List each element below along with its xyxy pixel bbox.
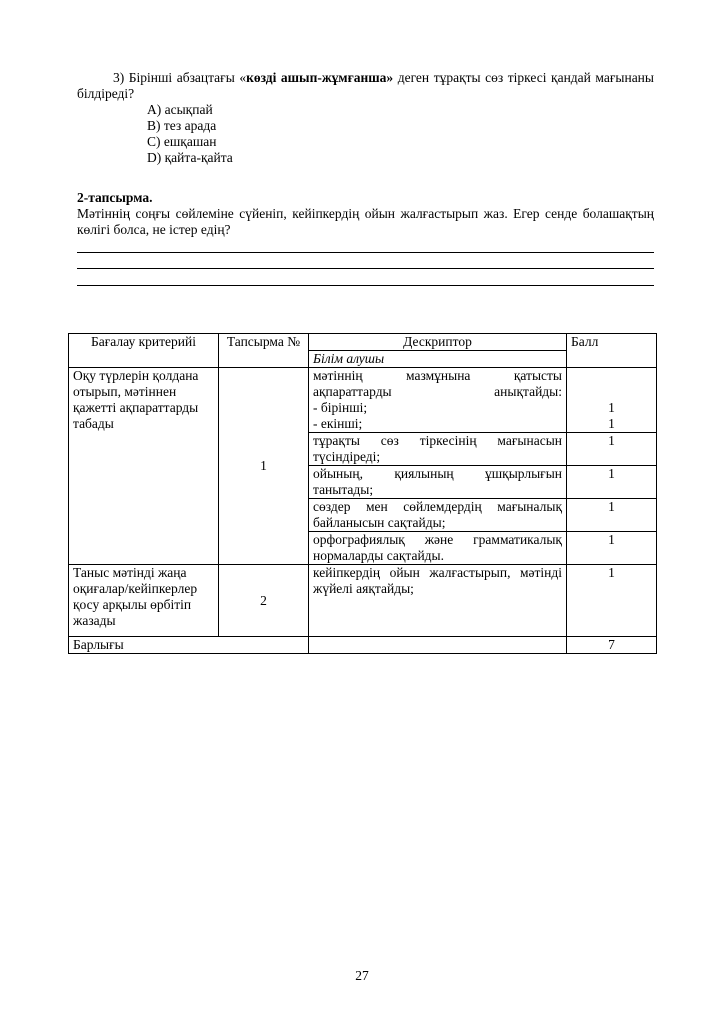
page-number: 27 xyxy=(355,968,369,983)
descriptor-4: сөздер мен сөйлемдердің мағыналық байланысын сақтайды; xyxy=(309,499,567,532)
assessment-table xyxy=(68,333,657,654)
task-number-2: 2 xyxy=(219,565,309,637)
option-b: B) тез арада xyxy=(147,118,217,133)
question-3-stem: 3) Бірінші абзацтағы «көзді ашып-жұмғанша» деген тұрақты сөз тіркесі қандай мағынаны білдіреді? xyxy=(77,70,654,101)
answer-line xyxy=(77,252,654,253)
task-number-1: 1 xyxy=(219,368,309,565)
idiom-bold: көзді ашып-жұмғанша» xyxy=(246,70,394,85)
option-a: A) асықпай xyxy=(147,102,213,117)
answer-line xyxy=(77,285,654,286)
descriptor-5: орфографиялық және грамматикалық нормаларды сақтайды. xyxy=(309,532,567,565)
descriptor-3: ойының, қиялының ұшқырлығын танытады; xyxy=(309,466,567,499)
header-task-no: Тапсырма № xyxy=(219,334,309,368)
total-score: 7 xyxy=(567,637,657,654)
score-5: 1 xyxy=(567,532,657,565)
header-criterion: Бағалау критерийі xyxy=(69,334,219,368)
task-2 xyxy=(77,190,654,238)
descriptor-2: тұрақты сөз тіркесінің мағынасын түсіндіреді; xyxy=(309,433,567,466)
option-c: C) ешқашан xyxy=(147,134,217,149)
option-d: D) қайта-қайта xyxy=(147,150,233,165)
header-descriptor: Дескриптор xyxy=(309,334,567,351)
score-1: 1 1 xyxy=(567,368,657,433)
task-2-text: Мәтіннің соңғы сөйлеміне сүйеніп, кейіпкердің ойын жалғастырып жаз. Егер сенде болашақтың көлігі болса, не істер едің? xyxy=(77,206,654,237)
answer-options xyxy=(77,102,654,166)
criterion-2: Таныс мәтінді жаңа оқиғалар/кейіпкерлер қосу арқылы өрбітіп жазады xyxy=(69,565,219,637)
score-3: 1 xyxy=(567,466,657,499)
criterion-1: Оқу түрлерін қолдана отырып, мәтіннен қажетті ақпараттарды табады xyxy=(69,368,219,565)
score-2: 1 xyxy=(567,433,657,466)
question-3 xyxy=(77,70,654,166)
descriptor-1: мәтіннің мазмұнына қатысты ақпараттарды анықтайды: - бірінші; - екінші; xyxy=(309,368,567,433)
descriptor-6: кейіпкердің ойын жалғастырып, мәтінді жүйелі аяқтайды; xyxy=(309,565,567,637)
header-score: Балл xyxy=(567,334,657,368)
total-label: Барлығы xyxy=(69,637,309,654)
task-2-title: 2-тапсырма. xyxy=(77,190,153,205)
score-6: 1 xyxy=(567,565,657,637)
header-learner: Білім алушы xyxy=(309,351,567,368)
score-4: 1 xyxy=(567,499,657,532)
total-empty xyxy=(309,637,567,654)
answer-line xyxy=(77,268,654,269)
